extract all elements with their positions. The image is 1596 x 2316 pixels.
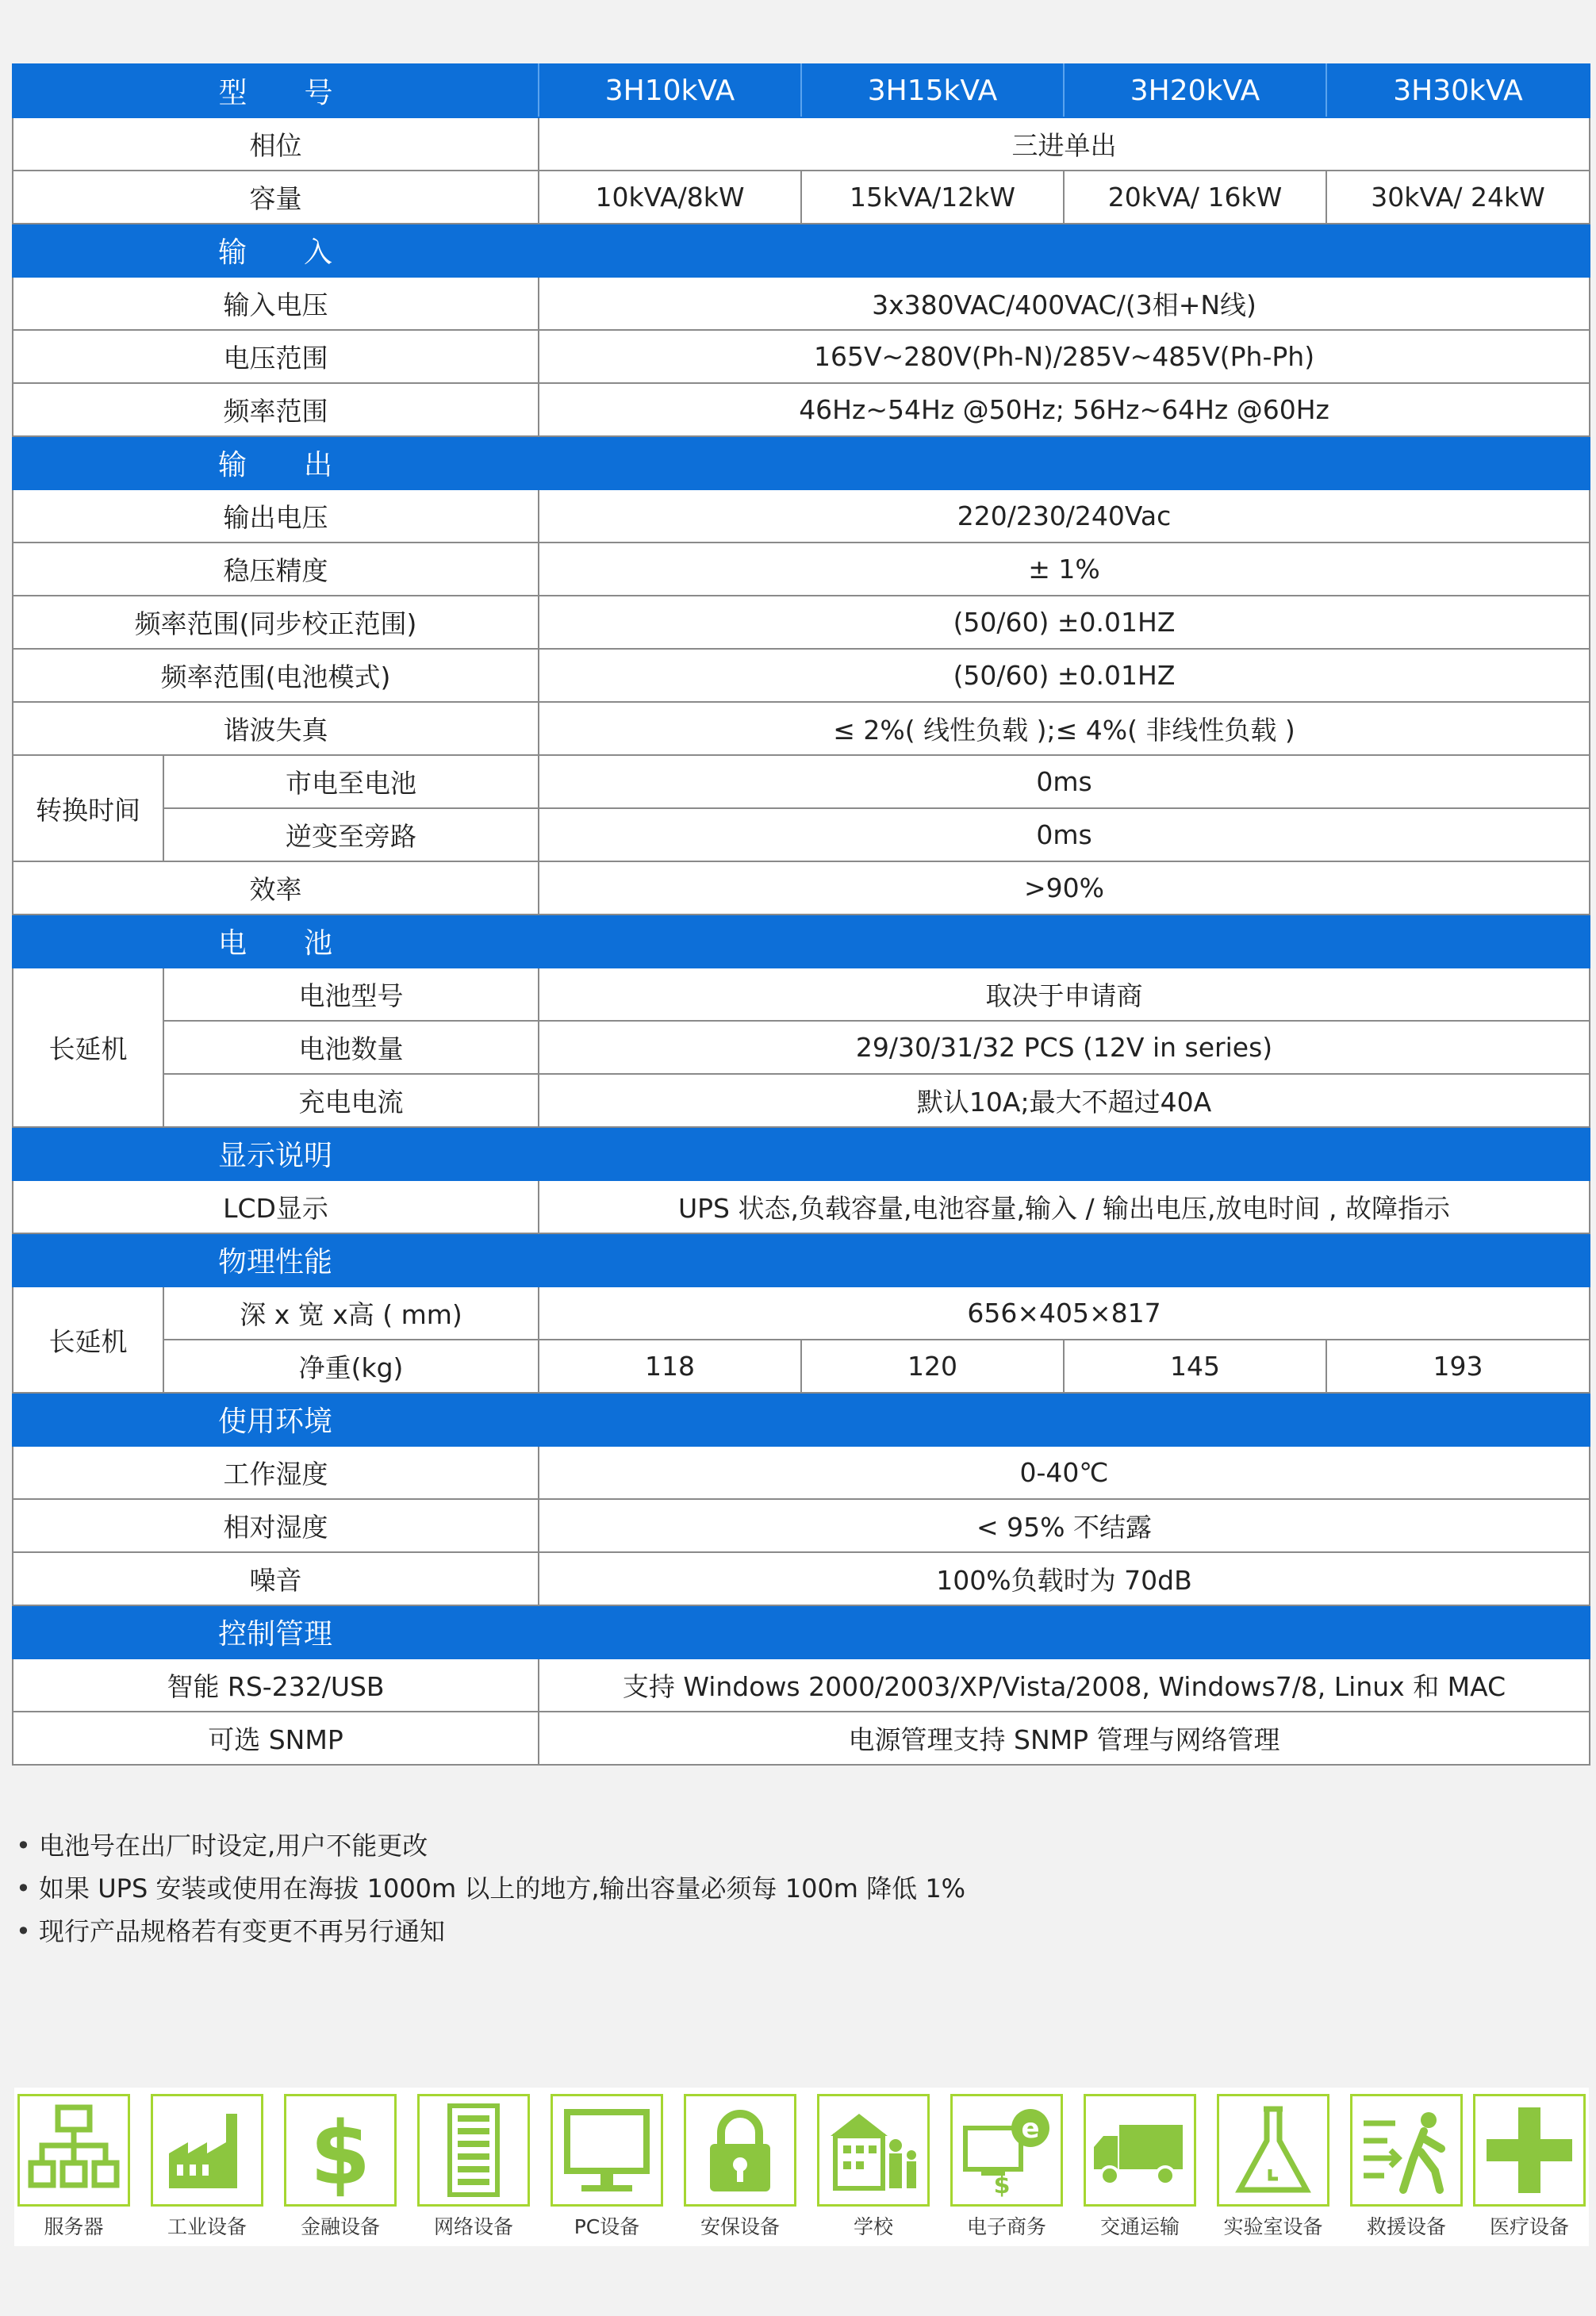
- table-row: [13, 968, 1590, 1021]
- row-value: 145: [1064, 1340, 1326, 1393]
- app-item: [414, 2094, 533, 2240]
- app-label: 服务器: [44, 2215, 104, 2238]
- row-label: LCD显示: [13, 1180, 539, 1233]
- table-row: [13, 1712, 1590, 1765]
- row-label: 频率范围(电池模式): [13, 649, 539, 702]
- factory-icon: [153, 2096, 261, 2204]
- app-item: [1214, 2094, 1333, 2240]
- table-row: [13, 1021, 1590, 1074]
- table-row: [13, 1340, 1590, 1393]
- app-item: [681, 2094, 800, 2240]
- app-item: [814, 2094, 933, 2240]
- table-row: [13, 702, 1590, 755]
- section-title: 输 入: [217, 236, 332, 269]
- app-item: [1080, 2094, 1199, 2240]
- table-row: [13, 861, 1590, 915]
- row-label: 效率: [13, 861, 539, 915]
- section-header-control: [13, 1605, 1590, 1658]
- monitor-icon: [553, 2096, 661, 2204]
- section-title: 显示说明: [217, 1140, 332, 1172]
- notes-list: [16, 1824, 965, 1953]
- app-item: [1470, 2094, 1589, 2240]
- flask-icon: [1219, 2096, 1327, 2204]
- row-value: 0ms: [539, 808, 1590, 861]
- table-row: [13, 596, 1590, 649]
- app-item: [547, 2094, 666, 2240]
- svg-text:e: e: [1021, 2113, 1040, 2145]
- section-title: 电 池: [217, 927, 332, 960]
- note-item: • 电池号在出厂时设定,用户不能更改: [16, 1824, 965, 1867]
- network-rack-icon: [420, 2096, 528, 2204]
- app-item: [148, 2094, 267, 2240]
- table-row: [13, 330, 1590, 383]
- group-label: 转换时间: [13, 755, 163, 861]
- app-item: [1347, 2094, 1466, 2240]
- row-value: 220/230/240Vac: [539, 489, 1590, 543]
- row-value: 取决于申请商: [539, 968, 1590, 1021]
- row-label: 稳压精度: [13, 543, 539, 596]
- app-label: 救援设备: [1366, 2215, 1446, 2238]
- section-header-physical: [13, 1233, 1590, 1286]
- row-label: 市电至电池: [163, 755, 539, 808]
- dollar-icon: [286, 2096, 394, 2204]
- row-value: 118: [539, 1340, 801, 1393]
- section-title: 控制管理: [217, 1618, 332, 1651]
- row-label: 可选 SNMP: [13, 1712, 539, 1765]
- app-label: 安保设备: [700, 2215, 780, 2238]
- model-cell: 3H15kVA: [801, 64, 1064, 117]
- row-label: 深 x 宽 x高 ( mm): [163, 1286, 539, 1340]
- row-value: ± 1%: [539, 543, 1590, 596]
- app-label: 工业设备: [167, 2215, 247, 2238]
- row-value: UPS 状态,负载容量,电池容量,输入 / 输出电压,放电时间 , 故障指示: [539, 1180, 1590, 1233]
- row-value: 0ms: [539, 755, 1590, 808]
- rescue-icon: [1352, 2096, 1460, 2204]
- row-value: ≤ 2%( 线性负载 );≤ 4%( 非线性负载 ): [539, 702, 1590, 755]
- app-item: [281, 2094, 400, 2240]
- app-label: 网络设备: [433, 2215, 513, 2238]
- table-row: [13, 755, 1590, 808]
- group-label: 长延机: [13, 1286, 163, 1393]
- section-header-display: [13, 1127, 1590, 1180]
- row-label: 谐波失真: [13, 702, 539, 755]
- row-value: 46Hz~54Hz @50Hz; 56Hz~64Hz @60Hz: [539, 383, 1590, 436]
- row-label: 频率范围: [13, 383, 539, 436]
- table-row: [13, 277, 1590, 330]
- note-item: • 如果 UPS 安装或使用在海拔 1000m 以上的地方,输出容量必须每 100m 降低 1%: [16, 1867, 965, 1910]
- row-label: 频率范围(同步校正范围): [13, 596, 539, 649]
- row-value: 15kVA/12kW: [801, 171, 1064, 224]
- row-label: 噪音: [13, 1552, 539, 1605]
- ecommerce-icon: [953, 2096, 1061, 2204]
- server-icon: [20, 2096, 128, 2204]
- row-value: 165V~280V(Ph-N)/285V~485V(Ph-Ph): [539, 330, 1590, 383]
- application-icons: [14, 2088, 1589, 2246]
- section-title: 使用环境: [217, 1405, 332, 1438]
- row-label: 电压范围: [13, 330, 539, 383]
- row-value: 10kVA/8kW: [539, 171, 801, 224]
- row-value: 支持 Windows 2000/2003/XP/Vista/2008, Windows7/8, Linux 和 MAC: [539, 1658, 1590, 1712]
- medical-cross-icon: [1475, 2096, 1583, 2204]
- row-value: 电源管理支持 SNMP 管理与网络管理: [539, 1712, 1590, 1765]
- table-row: [13, 1499, 1590, 1552]
- table-row: [13, 489, 1590, 543]
- row-value: (50/60) ±0.01HZ: [539, 649, 1590, 702]
- row-value: 30kVA/ 24kW: [1326, 171, 1590, 224]
- model-cell: 3H30kVA: [1326, 64, 1590, 117]
- row-value: 29/30/31/32 PCS (12V in series): [539, 1021, 1590, 1074]
- lock-icon: [686, 2096, 794, 2204]
- table-row: [13, 1446, 1590, 1499]
- group-label: 长延机: [13, 968, 163, 1127]
- section-header-battery: [13, 915, 1590, 968]
- table-row: [13, 543, 1590, 596]
- row-label: 相位: [13, 117, 539, 171]
- row-value: >90%: [539, 861, 1590, 915]
- header-row: [13, 64, 1590, 117]
- row-label: 逆变至旁路: [163, 808, 539, 861]
- row-value: 三进单出: [539, 117, 1590, 171]
- table-row: [13, 1074, 1590, 1127]
- row-label: 输出电压: [13, 489, 539, 543]
- row-value: 120: [801, 1340, 1064, 1393]
- row-value: 20kVA/ 16kW: [1064, 171, 1326, 224]
- truck-icon: [1086, 2096, 1194, 2204]
- row-label: 充电电流: [163, 1074, 539, 1127]
- row-value: 100%负载时为 70dB: [539, 1552, 1590, 1605]
- app-label: 交通运输: [1099, 2215, 1180, 2238]
- row-label: 输入电压: [13, 277, 539, 330]
- row-label: 净重(kg): [163, 1340, 539, 1393]
- svg-text:$: $: [993, 2172, 1011, 2199]
- table-row: [13, 1552, 1590, 1605]
- school-icon: [819, 2096, 927, 2204]
- app-label: 医疗设备: [1489, 2215, 1569, 2238]
- table-row: [13, 649, 1590, 702]
- app-label: 实验室设备: [1223, 2215, 1323, 2238]
- section-title: 输 出: [217, 449, 332, 481]
- table-row: [13, 117, 1590, 171]
- svg-text:$: $: [309, 2103, 371, 2204]
- note-item: • 现行产品规格若有变更不再另行通知: [16, 1910, 965, 1953]
- row-value: 3x380VAC/400VAC/(3相+N线): [539, 277, 1590, 330]
- model-cell: 3H10kVA: [539, 64, 801, 117]
- row-label: 工作湿度: [13, 1446, 539, 1499]
- section-header-input: [13, 224, 1590, 277]
- model-label: 型 号: [13, 64, 539, 117]
- app-item: [947, 2094, 1066, 2240]
- row-value: < 95% 不结露: [539, 1499, 1590, 1552]
- app-label: 电子商务: [966, 2215, 1046, 2238]
- table-row: [13, 1658, 1590, 1712]
- app-label: 学校: [853, 2215, 893, 2238]
- row-label: 容量: [13, 171, 539, 224]
- row-label: 电池数量: [163, 1021, 539, 1074]
- row-label: 相对湿度: [13, 1499, 539, 1552]
- section-title: 物理性能: [217, 1246, 332, 1279]
- row-value: 656×405×817: [539, 1286, 1590, 1340]
- app-label: PC设备: [574, 2215, 640, 2238]
- table-row: [13, 808, 1590, 861]
- app-item: [14, 2094, 133, 2240]
- app-label: 金融设备: [300, 2215, 380, 2238]
- table-row: [13, 383, 1590, 436]
- row-value: 默认10A;最大不超过40A: [539, 1074, 1590, 1127]
- spec-table: [12, 63, 1590, 1766]
- table-row: [13, 171, 1590, 224]
- section-header-environment: [13, 1393, 1590, 1446]
- row-value: 0-40℃: [539, 1446, 1590, 1499]
- row-label: 电池型号: [163, 968, 539, 1021]
- row-value: (50/60) ±0.01HZ: [539, 596, 1590, 649]
- row-label: 智能 RS-232/USB: [13, 1658, 539, 1712]
- section-header-output: [13, 436, 1590, 489]
- model-cell: 3H20kVA: [1064, 64, 1326, 117]
- table-row: [13, 1180, 1590, 1233]
- table-row: [13, 1286, 1590, 1340]
- row-value: 193: [1326, 1340, 1590, 1393]
